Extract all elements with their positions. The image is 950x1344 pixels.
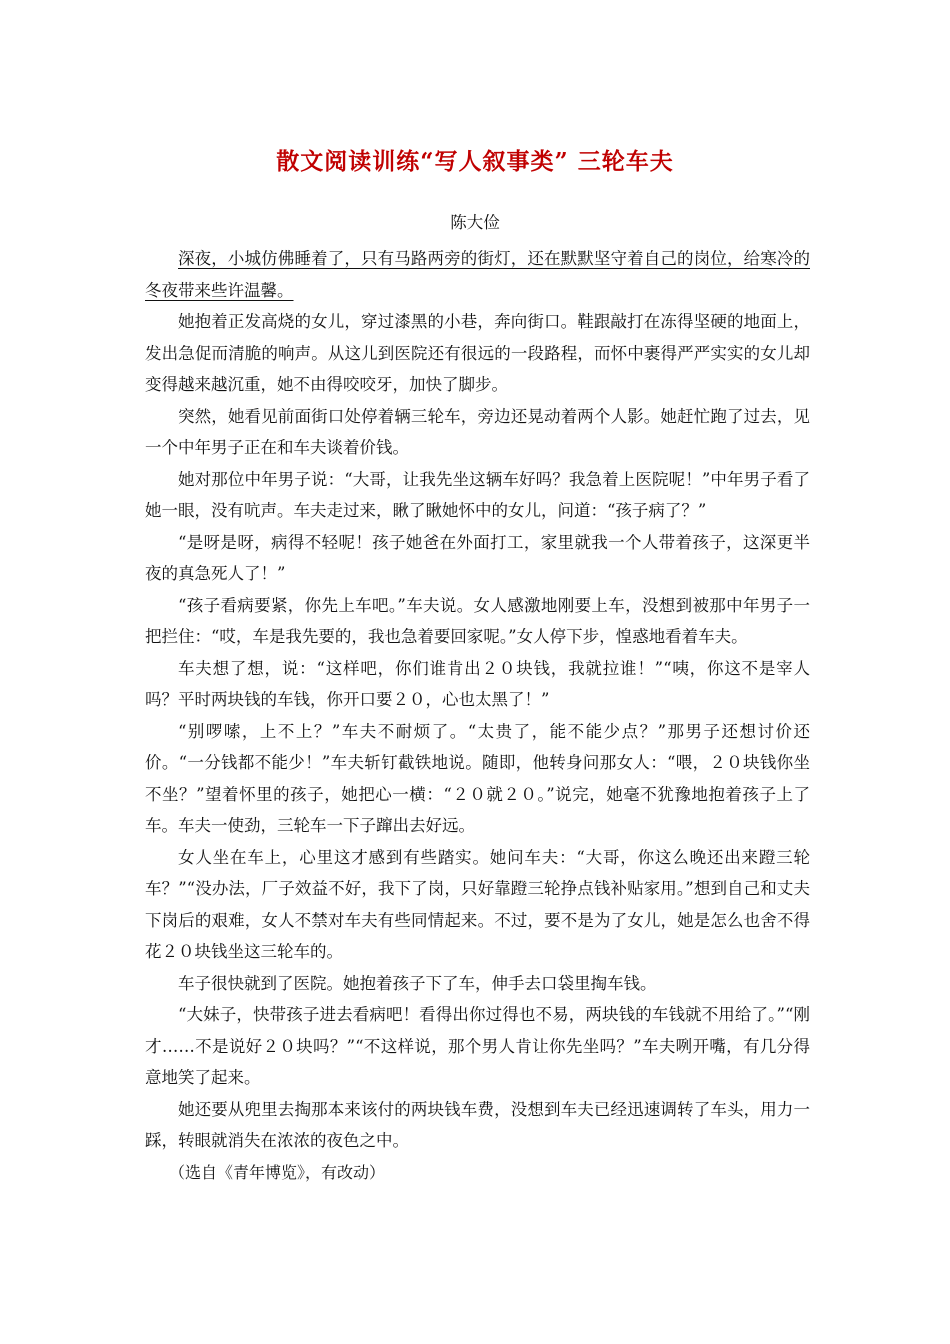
document-title: 散文阅读训练“写人叙事类” 三轮车夫	[276, 148, 674, 175]
paragraph-2: 她抱着正发高烧的女儿，穿过漆黑的小巷，奔向街口。鞋跟敲打在冻得坚硬的地面上，发出急促而清脆的响声。从这儿到医院还有很远的一段路程，而怀中裹得严严实实的女儿却变得越来越沉重，她不由得咬咬牙，加快了脚步。	[145, 312, 810, 394]
author-name: 陈大俭	[450, 213, 500, 232]
paragraph-5: “是呀是呀，病得不轻呢！孩子她爸在外面打工，家里就我一个人带着孩子，这深更半夜的真急死人了！”	[145, 532, 810, 583]
paragraph-3: 突然，她看见前面街口处停着辆三轮车，旁边还晃动着两个人影。她赶忙跑了过去，见一个中年男子正在和车夫谈着价钱。	[145, 406, 810, 457]
paragraph-7: 车夫想了想，说：“这样吧，你们谁肯出２０块钱，我就拉谁！”“咦，你这不是宰人吗？平时两块钱的车钱，你开口要２０，心也太黑了！”	[145, 658, 810, 709]
paragraph-9: 女人坐在车上，心里这才感到有些踏实。她问车夫：“大哥，你这么晚还出来蹬三轮车？”“没办法，厂子效益不好，我下了岗，只好靠蹬三轮挣点钱补贴家用。”想到自己和丈夫下岗后的艰难，女人不禁对车夫有些同情起来。不过，要不是为了女儿，她是怎么也舍不得花２０块钱坐这三轮车的。	[145, 847, 810, 961]
paragraph-12: 她还要从兜里去掏那本来该付的两块钱车费，没想到车夫已经迅速调转了车头，用力一踩，转眼就消失在浓浓的夜色之中。	[145, 1099, 810, 1150]
essay-body	[145, 243, 810, 1188]
paragraph-11: “大妹子，快带孩子进去看病吧！看得出你过得也不易，两块钱的车钱就不用给了。”“刚才……不是说好２０块吗？”“不这样说，那个男人肯让你先坐吗？”车夫咧开嘴，有几分得意地笑了起来。	[145, 1005, 810, 1087]
paragraph-10: 车子很快就到了医院。她抱着孩子下了车，伸手去口袋里掏车钱。	[178, 973, 657, 993]
paragraph-1: 深夜，小城仿佛睡着了，只有马路两旁的街灯，还在默默坚守着自己的岗位，给寒冷的冬夜带来些许温馨。	[145, 249, 810, 300]
paragraph-6: “孩子看病要紧，你先上车吧。”车夫说。女人感激地刚要上车，没想到被那中年男子一把拦住：“哎，车是我先要的，我也急着要回家呢。”女人停下步，惶惑地看着车夫。	[145, 595, 810, 646]
paragraph-8: “别啰嗦，上不上？”车夫不耐烦了。“太贵了，能不能少点？”那男子还想讨价还价。“一分钱都不能少！”车夫斩钉截铁地说。随即，他转身问那女人：“喂，２０块钱你坐不坐？”望着怀里的孩子，她把心一横：“２０就２０。”说完，她毫不犹豫地抱着孩子上了车。车夫一使劲，三轮车一下子蹿出去好远。	[145, 721, 810, 835]
source-note: （选自《青年博览》，有改动）	[169, 1162, 386, 1182]
paragraph-4: 她对那位中年男子说：“大哥，让我先坐这辆车好吗？我急着上医院呢！”中年男子看了她一眼，没有吭声。车夫走过来，瞅了瞅她怀中的女儿，问道：“孩子病了？”	[145, 469, 810, 520]
